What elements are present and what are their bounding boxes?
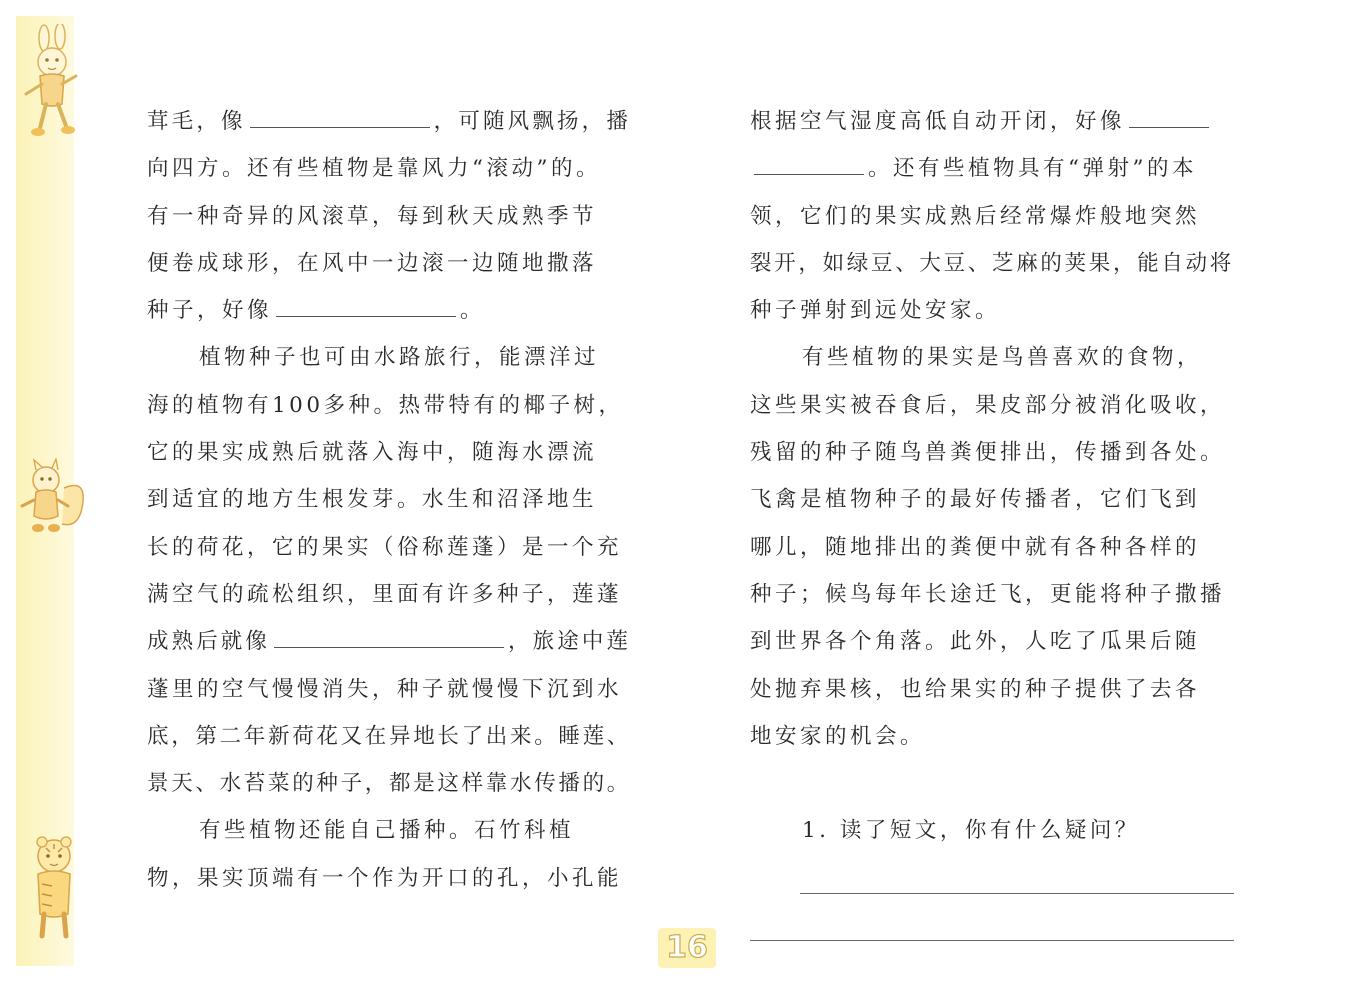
text-line: 满空气的疏松组织，里面有许多种子，莲蓬 [147, 581, 623, 607]
answer-rule[interactable] [800, 893, 1234, 894]
text-line: 哪儿，随地排出的粪便中就有各种各样的 [750, 534, 1201, 560]
squirrel-mascot-icon [18, 458, 90, 542]
fill-in-blank[interactable] [250, 107, 430, 128]
text-line: 领，它们的果实成熟后经常爆炸般地突然 [750, 203, 1201, 229]
page-number: 16 [658, 928, 716, 968]
text-line: 这些果实被吞食后，果皮部分被消化吸收， [750, 392, 1226, 418]
text-line: 有些植物的果实是鸟兽喜欢的食物， [802, 345, 1203, 371]
text-line: 残留的种子随鸟兽粪便排出，传播到各处。 [750, 440, 1226, 466]
answer-rule[interactable] [750, 940, 1234, 941]
text-segment: 根据空气湿度高低自动开闭，好像 [750, 109, 1126, 134]
text-segment: 成熟后就像 [147, 629, 271, 655]
text-line: 到适宜的地方生根发芽。水生和沼泽地生 [147, 487, 598, 513]
right-text-column [750, 98, 1234, 949]
text-line: 飞禽是植物种子的最好传播者，它们飞到 [750, 487, 1201, 513]
text-line: 有些植物还能自己播种。石竹科植 [199, 818, 575, 844]
fill-in-blank[interactable] [1129, 107, 1209, 128]
text-segment: ，可随风飘扬，播 [433, 109, 632, 134]
text-line: 植物种子也可由水路旅行，能漂洋过 [199, 345, 600, 371]
tiger-mascot-icon [18, 828, 90, 946]
text-line: 它的果实成熟后就落入海中，随海水漂流 [147, 440, 598, 466]
text-line: 底，第二年新荷花又在异地长了出来。睡莲、 [147, 723, 632, 749]
text-line: 海的植物有100多种。热带特有的椰子树， [147, 392, 624, 418]
rabbit-mascot-icon [18, 24, 90, 142]
text-line: 裂开，如绿豆、大豆、芝麻的荚果，能自动将 [750, 250, 1235, 276]
text-line: 处抛弃果核，也给果实的种子提供了去各 [750, 676, 1201, 702]
text-line-with-blank [750, 145, 1234, 192]
text-line: 有一种奇异的风滚草，每到秋天成熟季节 [147, 203, 598, 229]
text-line: 便卷成球形，在风中一边滚一边随地撒落 [147, 250, 598, 276]
answer-line [750, 902, 1234, 949]
left-text-column [147, 98, 631, 902]
text-segment: ，旅途中莲 [508, 629, 632, 655]
text-line: 到世界各个角落。此外，人吃了瓜果后随 [750, 629, 1201, 655]
fill-in-blank[interactable] [276, 296, 456, 317]
fill-in-blank[interactable] [274, 627, 504, 648]
fill-in-blank[interactable] [754, 154, 864, 175]
text-line-with-blank [750, 98, 1234, 145]
text-line: 长的荷花，它的果实（俗称莲蓬）是一个充 [147, 534, 623, 560]
text-segment: 。 [460, 298, 486, 324]
text-segment: 茸毛，像 [147, 109, 246, 134]
answer-line [750, 855, 1234, 902]
text-line: 地安家的机会。 [750, 723, 926, 749]
text-segment: 。还有些植物具有“弹射”的本 [868, 156, 1197, 182]
text-line: 向四方。还有些植物是靠风力“滚动”的。 [147, 156, 601, 182]
text-line-with-blank [147, 98, 631, 145]
text-line: 1. 读了短文，你有什么疑问？ [802, 818, 1140, 844]
text-line: 景天、水苔菜的种子，都是这样靠水传播的。 [147, 771, 632, 797]
text-segment: 种子，好像 [147, 298, 273, 324]
spacer [750, 760, 1234, 807]
text-line: 种子；候鸟每年长途迁飞，更能将种子撒播 [750, 581, 1226, 607]
text-line: 种子弹射到远处安家。 [750, 298, 1001, 324]
text-line-with-blank [147, 287, 631, 334]
text-line: 物，果实顶端有一个作为开口的孔，小孔能 [147, 865, 623, 891]
text-line: 蓬里的空气慢慢消失，种子就慢慢下沉到水 [147, 676, 623, 702]
text-line-with-blank [147, 618, 631, 665]
